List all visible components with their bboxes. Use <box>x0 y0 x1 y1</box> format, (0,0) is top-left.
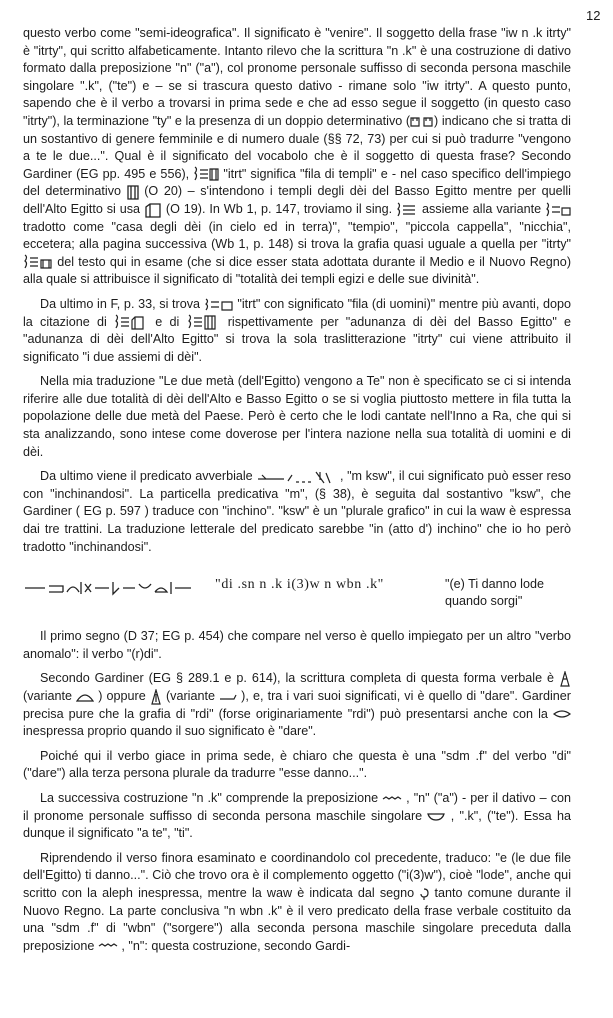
text: Nella mia traduzione "Le due metà (dell'Egitto) vengono a Te" non è specificato se ci si intenda riferire alle due totalità di dèi dell'Alto e Basso Egitto o se si voglia piuttosto mettere in fila tutta la popolazione delle due metà del Paese. Però è certo che le lodi cantate nell'Inno a Ra, che qui si sta analizzando, sono intese come doverose per l'intera nazione nella sua totalità di uomini e di dèi. <box>23 374 571 459</box>
hieroglyphic-verse-icon <box>23 578 195 598</box>
document-body <box>23 25 571 962</box>
text: , ".k", ("te"). Essa ha dunque il significato "a te", "ti". <box>23 808 571 841</box>
hieroglyph-m-ksw-icon <box>256 469 336 485</box>
text: (O 19). In Wb 1, p. 147, troviamo il sing. <box>165 201 393 216</box>
text: ), e, tra i vari suoi significati, vi è quello di "dare". Gardiner precisa pure che la grafia di "rdi" (forse originariamente "rdi") può presentarsi anche con la <box>23 689 571 721</box>
transliteration-line <box>23 572 571 610</box>
paragraph <box>23 670 571 740</box>
hieroglyph-water-n-icon <box>98 941 118 951</box>
hieroglyph-loaf-icon <box>76 691 94 703</box>
text: , "m ksw", il cui significato può esser reso con "inchinandosi". La particella predicativa "m", (§ 38), è seguita dal sostantivo "ksw", che Gardiner ( EG p. 597 ) traduce con "inchino". "ksw" è un "plurale grafico" in cui la waw è espressa dai tre trattini. La traduzione letterale del predicato sarebbe "in (atto d') inchino" che io ho però tradotto "inchinandosi". <box>23 469 572 554</box>
hieroglyph-o20-icon <box>127 184 139 200</box>
text: ) oppure <box>98 689 146 703</box>
hieroglyph-water-n-icon <box>382 794 402 804</box>
text: La successiva costruzione "n .k" comprende la preposizione <box>40 790 379 805</box>
hieroglyph-itrty-icon <box>23 254 53 270</box>
paragraph <box>23 850 571 956</box>
hieroglyph-arm-icon <box>219 692 237 702</box>
text: , "n" ("a") - per il dativo – con il pronome personale suffisso di seconda persona maschile singolare <box>23 790 572 823</box>
text: Il primo segno (D 37; EG p. 454) che compare nel verso è quello impiegato per un altro "verbo anomalo": il verbo "(r)di". <box>23 629 571 661</box>
text: inespressa proprio quando il suo significato è "dare". <box>23 724 317 739</box>
paragraph <box>23 296 571 366</box>
text: "itrt" significa "fila di templi" e - nel caso specifico dell'impiego del determinativo <box>23 166 571 199</box>
paragraph <box>23 748 571 783</box>
text: del testo qui in esame (che si dice esser stata adottata durante il Medio e il Nuovo Regno) alla quale si attribuisce il significato di "totalità dei templi egizi e delle sue divinità". <box>23 254 572 287</box>
transliteration-text: "di .sn n .k i(3)w n wbn .k" <box>215 577 385 593</box>
hieroglyph-lower-egypt-icon <box>114 314 148 330</box>
hieroglyph-itrt-row-icon <box>204 298 234 312</box>
text: assieme alla variante <box>422 201 542 216</box>
text: Riprendendo il verso finora esaminato e coordinandolo col precedente, traduco: "e (le due file dell'Egitto) ti danno...". Ciò che trovo ora è il complemento oggetto ("i(3)w"), cioè "lode", anche qui scritto con la aleph inespressa, mentre la waw è indicata dal segno <box>23 850 571 900</box>
text: (variante <box>23 689 72 703</box>
translation-text: "(e) Ti danno lode quando sorgi" <box>445 577 544 609</box>
text: Poiché qui il verbo giace in prima sede, è chiaro che questa è una "sdm .f" del verbo "di" ("dare") alla terza persona plurale da tradurre "esse danno...". <box>23 748 571 781</box>
hieroglyph-basket-k-icon <box>427 811 445 821</box>
hieroglyph-di-icon <box>150 689 162 705</box>
hieroglyph-upper-egypt-icon <box>187 314 221 330</box>
text: , "n": questa costruzione, secondo Gardi- <box>121 938 351 953</box>
paragraph <box>23 373 571 461</box>
text: Da ultimo in F, p. 33, si trova <box>40 296 201 311</box>
hieroglyph-itrt-icon <box>193 166 219 182</box>
hieroglyph-mouth-icon <box>553 709 571 719</box>
text: Da ultimo viene il predicato avverbiale <box>40 469 253 484</box>
text: (O 20) – s'intendono i templi degli dèi del Basso Egitto mentre per quelli dell'Alto Egitto si usa <box>23 184 571 216</box>
paragraph <box>23 468 571 556</box>
hieroglyph-o19-icon <box>144 202 162 218</box>
text: tradotto come "casa degli dèi (in cielo ed in terra)", "tempio", "piccola cappella", "nicchia", eccetera; alla pagina successiva (Wb 1, p. 148) si trova la grafia quasi uguale a quella per "itrty" <box>23 219 571 252</box>
hieroglyph-variant-icon <box>545 202 571 218</box>
text: questo verbo come "semi-ideografica". Il significato è "venire". Il soggetto della frase "iw n .k itrty" è "itrty", qui scritto alfabeticamente. Intanto rilevo che la scrittura "n .k" è una costruzione di dativo formato dalla preposizione "n" ("a"), col pronome personale suffisso di seconda persona maschile singolare ".k", ("te") e – se si trascura questo dativo - rimane solo "iw itrty". A questo punto, sapendo che è il verbo a trovarsi in prima sede e che ad esso segue il soggetto (in questo caso "itrty"), la terminazione "ty" e la presenza di un doppio determinativo ( <box>23 26 571 128</box>
text: ) indicano che si tratta di un sostantivo di genere femminile e di numero duale (§§ 72, 73) per cui si può tradurre "vengono a te le due...". Qual è il significato del vocabolo che è il soggetto di questa frase? Secondo Gardiner (EG pp. 495 e 556), <box>23 113 571 181</box>
paragraph <box>23 790 571 843</box>
paragraph <box>23 628 571 663</box>
text: rispettivamente per "adunanza di dèi del Basso Egitto" e "adunanza di dèi dell'Alto Egitto" si trova la sola traslitterazione "itrty" cui viene attribuito il significato "i due assiemi di dèi". <box>23 314 572 364</box>
text: (variante <box>165 689 215 703</box>
text: Secondo Gardiner (EG § 289.1 e p. 614), la scrittura completa di questa forma verbale è <box>40 671 555 686</box>
text: "itrt" con significato "fila (di uomini)" mentre più avanti, dopo la citazione di <box>23 296 572 329</box>
hieroglyph-double-determinative-icon <box>410 116 434 128</box>
hieroglyph-rdi-icon <box>559 671 571 687</box>
text: tanto comune durante il Nuovo Regno. La parte conclusiva "n wbn .k" è il vero predicato della frase verbale costituito da una "sdm .f" di "wbn" ("sorgere") alla seconda persona maschile singolare preceduta dalla preposizione <box>23 885 571 953</box>
hieroglyph-itrt-singular-icon <box>396 202 418 218</box>
text: e di <box>155 314 180 329</box>
hieroglyph-quail-chick-icon <box>419 887 429 901</box>
paragraph <box>23 25 571 289</box>
page-number: 12 <box>586 8 601 23</box>
